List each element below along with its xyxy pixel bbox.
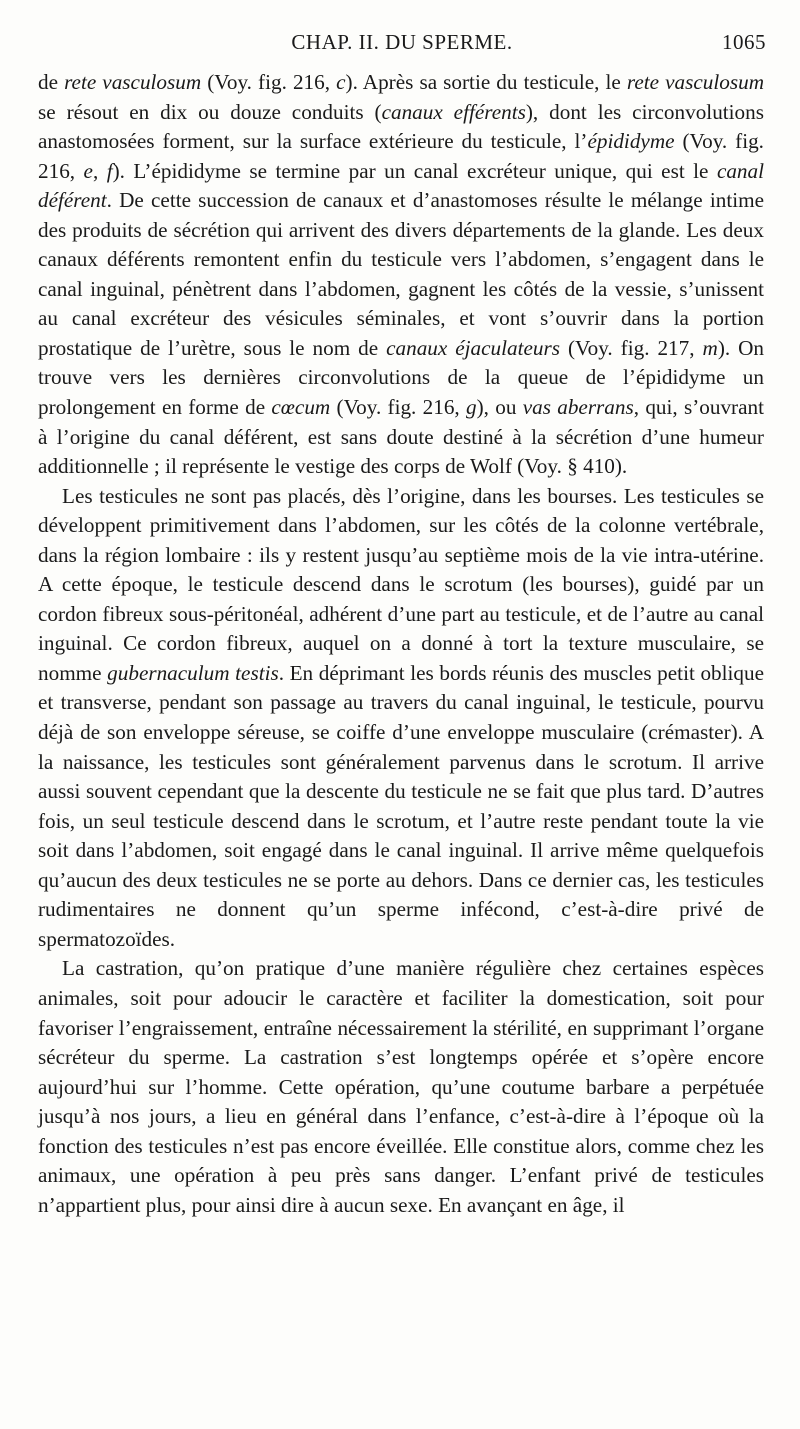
italic-term: e xyxy=(83,158,93,183)
text-run: de xyxy=(38,70,65,94)
text-run: ), ou xyxy=(476,395,523,420)
page-header xyxy=(38,30,766,62)
italic-term: f xyxy=(106,158,113,183)
text-run: La castration, qu’on pratique d’une manière régulière chez certaines espèces animales, soit pour adoucir le caractère et faciliter la domestication, soit pour favoriser l’engraissement, entraîne nécessairement la stérilité, en supprimant l’organe sécréteur du sperme. La castration s’est longtemps opérée et s’opère encore aujourd’hui sur l’homme. Cette opération, qu’une coutume barbare a perpétuée jusqu’à nos jours, a lieu en général dans l’enfance, c’est-à-dire à l’époque où la fonction des testicules n’est pas encore éveillée. Elle constitue alors, comme chez les animaux, une opération à peu près sans danger. L’enfant privé de testicules n’appartient plus, pour ainsi dire à aucun sexe. En avançant en âge, il xyxy=(38,956,764,1217)
paragraph xyxy=(38,954,764,1220)
text-run: Les testicules ne sont pas placés, dès l’origine, dans les bourses. Les testicules se développent primitivement dans l’abdomen, sur les côtés de la colonne vertébrale, dans la région lombaire : ils y restent jusqu’au septième mois de la vie intra-utérine. A cette époque, le testicule descend dans le scrotum (les bourses), guidé par un cordon fibreux sous-péritonéal, adhérent d’une part au testicule, et de l’autre au canal inguinal. Ce cordon fibreux, auquel on a donné à tort la texture musculaire, se nomme xyxy=(38,483,764,685)
text-run: ). L’épididyme se termine par un canal excréteur unique, qui est le xyxy=(112,158,717,183)
text-run: . De cette succession de canaux et d’anastomoses résulte le mélange intime des produits de sécrétion qui arrivent des divers départements de la glande. Les deux canaux déférents remontent enfin du testicule vers l’abdomen, s’engagent dans le canal inguinal, pénètrent dans l’abdomen, gagnent les côtés de la vessie, s’unissent au canal excréteur des vésicules séminales, et vont s’ouvrir dans la portion prostatique de l’urètre, sous le nom de xyxy=(38,188,764,360)
body-text xyxy=(38,68,764,1220)
text-run: (Voy. fig. 217, xyxy=(560,335,703,360)
italic-term: canaux efférents xyxy=(381,99,526,124)
text-run: , xyxy=(92,158,107,183)
text-run: , qui, s’ouvrant à l’origine du canal déférent, est sans doute destiné à la sécrétion d’une humeur additionnelle ; il représente le vestige des corps de Wolf (Voy. § 410). xyxy=(38,395,764,479)
text-run: . En déprimant les bords réunis des muscles petit oblique et transverse, pendant son passage au travers du canal inguinal, le testicule, pourvu déjà de son enveloppe séreuse, se coiffe d’une enveloppe musculaire (crémaster). A la naissance, les testicules sont généralement parvenus dans le scrotum. Il arrive aussi souvent cependant que la descente du testicule ne se fait que plus tard. D’autres fois, un seul testicule descend dans le scrotum, et l’autre reste pendant toute la vie soit dans l’abdomen, soit engagé dans le canal inguinal. Il arrive même quelquefois qu’aucun des deux testicules ne se porte au dehors. Dans ce dernier cas, les testicules rudimentaires ne donnent qu’un sperme infécond, c’est-à-dire privé de spermatozoïdes. xyxy=(38,660,764,951)
text-run: ). On trouve vers les dernières circonvolutions de la queue de l’épididyme un prolongement en forme de xyxy=(38,335,765,420)
italic-term: épididyme xyxy=(587,129,675,154)
paragraph xyxy=(38,482,764,955)
text-run: ). Après sa sortie du testicule, le xyxy=(345,70,627,94)
italic-term: rete vasculosum xyxy=(626,70,764,94)
italic-term: canal déférent xyxy=(38,158,765,213)
text-run: (Voy. fig. 216, xyxy=(201,70,337,94)
text-run: (Voy. fig. 216, xyxy=(38,129,764,183)
italic-term: g xyxy=(466,395,477,420)
paragraph xyxy=(38,68,764,482)
text-run: ), dont les circonvolutions anastomosées forment, sur la surface extérieure du testicule, l’ xyxy=(38,99,764,154)
italic-term: gubernaculum testis xyxy=(107,660,279,685)
text-run: (Voy. fig. 216, xyxy=(330,395,466,420)
text-run: se résout en dix ou douze conduits ( xyxy=(38,99,382,124)
italic-term: m xyxy=(702,335,718,360)
italic-term: vas aberrans xyxy=(522,395,634,420)
running-title: CHAP. II. DU SPERME. xyxy=(291,30,513,54)
italic-term: c xyxy=(336,70,346,94)
page-number: 1065 xyxy=(722,30,766,54)
italic-term: cœcum xyxy=(271,395,331,420)
italic-term: rete vasculosum xyxy=(64,70,202,94)
italic-term: canaux éjaculateurs xyxy=(386,335,561,360)
